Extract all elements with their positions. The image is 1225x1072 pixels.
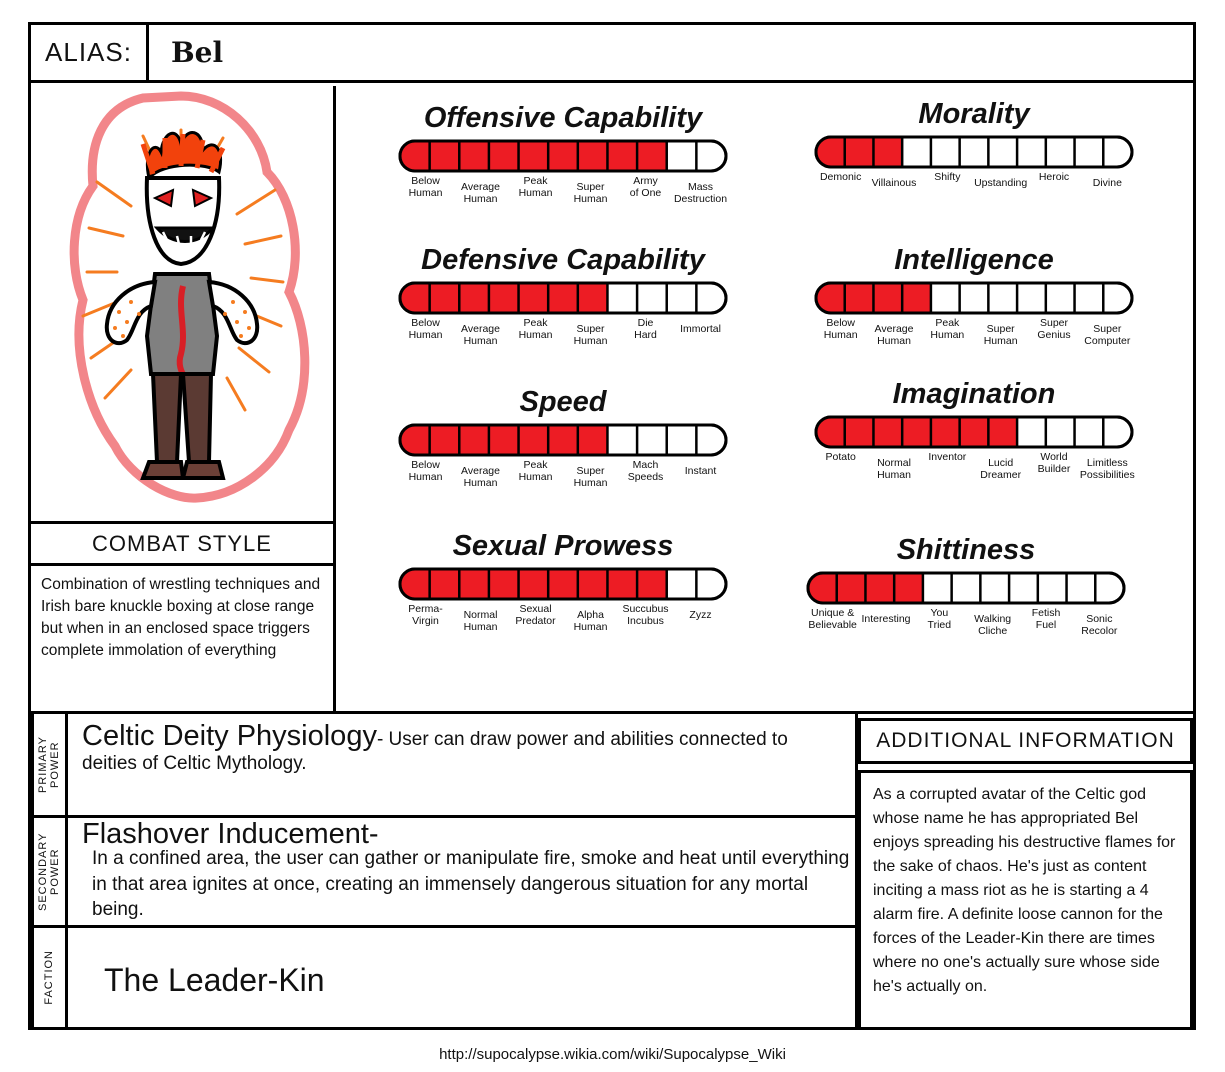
stat-bar [398,423,728,457]
stat-ticks [398,460,728,498]
stat-bar [814,135,1134,169]
character-portrait [31,86,336,524]
stat-speed [398,386,728,498]
stat-tick-label: Normal Human [877,457,911,481]
stat-title: Defensive Capability [421,244,705,276]
stat-tick-label: Instant [684,465,717,477]
stat-tick-label: Villainous [871,177,917,189]
secondary-power-desc: In a confined area, the user can gather or manipulate fire, smoke and heat until everything in that area ignites at once, creating an immensely dangerous situation for any mortal being. [92,848,850,921]
stat-tick-label: Immortal [680,323,721,335]
stat-tick-label: Die Hard [634,317,657,341]
stat-title: Speed [519,386,607,418]
alias-value: Bel [171,36,224,69]
stat-tick-label: Sonic Recolor [1081,613,1118,637]
stat-ticks [806,608,1126,646]
primary-power-text [74,714,851,815]
primary-power-label: PRIMARY POWER [37,736,62,793]
stat-tick-label: Below Human [408,317,443,341]
stat-tick-label: Potato [825,451,856,463]
stat-tick-label: Normal Human [463,609,498,633]
stat-tick-label: Super Human [573,465,608,489]
stat-tick-label: Limitless Possibilities [1079,457,1135,481]
stat-title: Offensive Capability [423,102,703,134]
stat-tick-label: Super Computer [1084,323,1131,347]
stat-bar [398,281,728,315]
stat-tick-label: Average Human [461,465,500,489]
stat-offensive-capability [398,102,728,214]
stat-tick-label: Below Human [408,175,443,199]
stat-title: Imagination [892,378,1056,410]
stat-bar [398,139,728,173]
stat-bar [398,567,728,601]
faction-row [31,928,858,1030]
alias-row [31,25,1193,83]
stat-imagination [814,378,1134,490]
stat-ticks [398,318,728,356]
faction-label-box [34,928,68,1027]
stat-ticks [398,176,728,214]
alias-label: ALIAS: [31,25,149,80]
stat-bar [806,571,1126,605]
stat-tick-label: Walking Cliche [974,613,1012,637]
stat-tick-label: Below Human [408,459,443,483]
stat-title: Intelligence [894,244,1054,276]
stat-shittiness [806,534,1126,646]
stat-tick-label: Army of One [629,175,662,199]
stat-intelligence [814,244,1134,356]
stat-ticks [398,604,728,642]
stat-tick-label: Super Human [573,181,608,205]
stat-tick-label: Demonic [819,171,862,183]
stat-tick-label: Upstanding [974,177,1028,189]
stat-morality [814,98,1134,210]
secondary-power-row [31,818,858,928]
stat-tick-label: Perma- Virgin [408,603,443,627]
combat-style-text: Combination of wrestling techniques and Irish bare knuckle boxing at close range but when in an enclosed space triggers complete immolation of everything [31,566,336,714]
stat-title: Morality [918,98,1030,130]
additional-information-text: As a corrupted avatar of the Celtic god whose name he has appropriated Bel enjoys spreading his destructive flames for the sake of chaos. He's just as content inciting a mass riot as he is starting a 4 alarm fire. A definite loose cannon for the forces of the Leader-Kin there are times where no one's actually sure whose side he's actually on. [858,770,1193,1030]
stat-tick-label: Succubus Incubus [622,603,669,627]
stat-ticks [814,452,1134,490]
stat-tick-label: Super Genius [1037,317,1071,341]
stat-tick-label: Peak Human [518,459,553,483]
stat-tick-label: Average Human [461,323,500,347]
stat-tick-label: Interesting [861,613,911,625]
faction-name: The Leader-Kin [104,962,325,998]
combat-style-header: COMBAT STYLE [31,524,336,566]
stat-tick-label: Zyzz [689,609,712,621]
stat-tick-label: Super Human [983,323,1018,347]
stat-sexual-prowess [398,530,728,642]
footer-url: http://supocalypse.wikia.com/wiki/Supocalypse_Wiki [439,1046,786,1063]
stat-ticks [814,318,1134,356]
additional-information-header: ADDITIONAL INFORMATION [858,718,1193,764]
stat-tick-label: Fetish Fuel [1031,607,1061,631]
stat-bar [814,415,1134,449]
stat-tick-label: Sexual Predator [515,603,556,627]
stats-panel [336,86,1193,714]
secondary-power-name: Flashover Inducement- [82,818,379,850]
secondary-power-label-box [34,818,68,925]
primary-power-row [31,714,858,818]
stat-tick-label: Super Human [573,323,608,347]
stat-tick-label: Divine [1092,177,1122,189]
stat-tick-label: Below Human [823,317,858,341]
secondary-power-text [74,818,895,921]
stat-tick-label: Average Human [461,181,500,205]
stat-tick-label: Peak Human [930,317,965,341]
stat-tick-label: Shifty [934,171,961,183]
stat-tick-label: Mass Destruction [673,181,728,205]
secondary-power-label: SECONDARY POWER [37,832,62,911]
stat-tick-label: You Tried [927,607,952,631]
stat-title: Shittiness [896,534,1036,566]
faction-text [74,928,851,1027]
portrait-drawing [31,86,330,518]
primary-power-desc: - User can draw power and abilities connected to deities of Celtic Mythology. [82,729,788,774]
stat-tick-label: Heroic [1038,171,1070,183]
primary-power-name: Celtic Deity Physiology [82,720,377,752]
stat-tick-label: Peak Human [518,317,553,341]
stat-tick-label: World Builder [1037,451,1071,475]
faction-label: FACTION [43,950,56,1005]
stat-tick-label: Alpha Human [573,609,608,633]
stat-tick-label: Lucid Dreamer [980,457,1022,481]
stat-title: Sexual Prowess [452,530,674,562]
stat-tick-label: Mach Speeds [627,459,664,483]
stat-tick-label: Average Human [874,323,914,347]
stat-ticks [814,172,1134,210]
stat-tick-label: Peak Human [518,175,553,199]
primary-power-label-box [34,714,68,815]
stat-bar [814,281,1134,315]
stat-tick-label: Inventor [928,451,967,463]
stat-defensive-capability [398,244,728,356]
stat-tick-label: Unique & Believable [808,607,857,631]
